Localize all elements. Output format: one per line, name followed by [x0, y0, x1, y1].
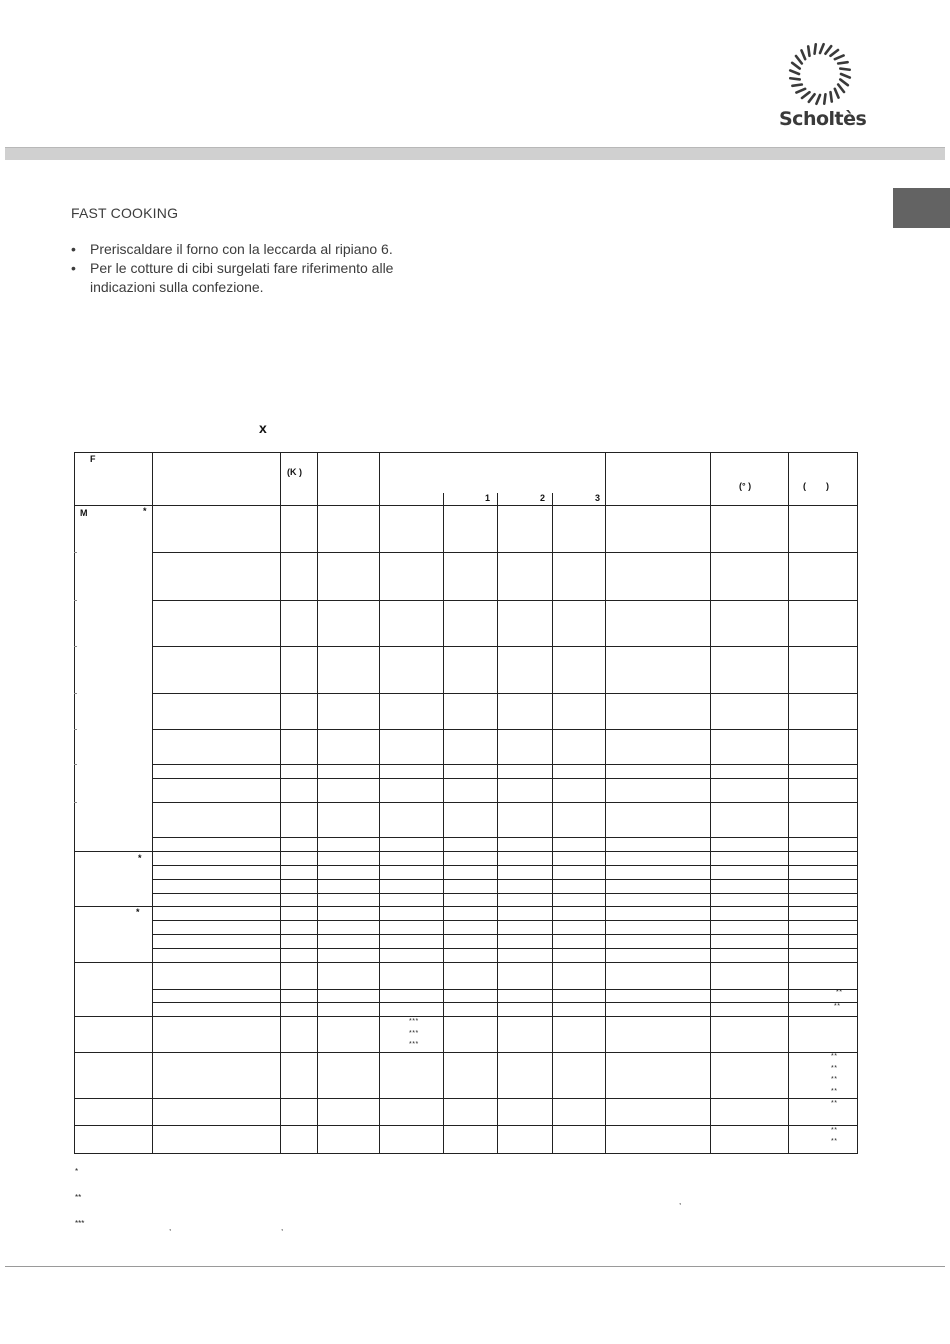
bullet-icon: •: [71, 260, 76, 276]
logo-ray: [790, 78, 799, 79]
footnote-1: *: [75, 1167, 79, 1176]
brand-logo-text: Scholtès: [779, 108, 867, 130]
group-star: *: [138, 853, 142, 863]
logo-ray: [825, 46, 831, 54]
logo-ray: [838, 85, 844, 93]
note-mark: **: [831, 1100, 838, 1107]
group-label: M: [80, 508, 88, 518]
footnote-3: ***: [75, 1219, 85, 1228]
instruction-text: Preriscaldare il forno con la leccarda al ripiano 6.: [90, 241, 393, 257]
table-title: x: [259, 420, 267, 436]
note-mark: **: [831, 1076, 838, 1083]
header-food: F: [90, 454, 96, 464]
footnote-2-comma: ,: [679, 1197, 682, 1206]
logo-ray: [792, 63, 800, 69]
note-mark: **: [831, 1053, 838, 1060]
logo-ray: [815, 44, 816, 53]
section-title: FAST COOKING: [71, 205, 179, 221]
list-item: [71, 259, 451, 297]
note-mark: ***: [409, 1041, 419, 1048]
logo-ray: [840, 69, 849, 70]
group-star: *: [143, 506, 147, 516]
logo-ray: [838, 62, 847, 63]
header-shelf-3: 3: [595, 493, 601, 503]
logo-ray: [792, 85, 801, 86]
note-mark: ***: [409, 1018, 419, 1025]
logo-ray: [796, 89, 805, 93]
logo-ray: [816, 95, 820, 104]
header-shelf-2: 2: [540, 493, 546, 503]
logo-ray: [831, 50, 839, 56]
footnote-2: **: [75, 1193, 82, 1202]
instructions-list: [71, 240, 451, 297]
logo-ray: [801, 50, 805, 59]
logo-ray: [824, 94, 825, 103]
logo-ray: [835, 55, 844, 59]
note-mark: **: [836, 989, 843, 996]
logo-ray: [831, 92, 832, 101]
logo-ray: [809, 94, 815, 102]
list-item: [71, 240, 451, 259]
logo-ray: [835, 89, 839, 98]
note-mark: **: [831, 1088, 838, 1095]
logo-ray: [841, 74, 850, 78]
logo-ray: [808, 46, 809, 55]
logo-ray: [802, 92, 810, 98]
header-bar: [5, 147, 945, 160]
header-weight: (K ): [287, 467, 302, 477]
note-mark: **: [834, 1003, 841, 1010]
table-grid: [74, 452, 858, 1154]
note-mark: **: [831, 1065, 838, 1072]
cooking-table: [74, 452, 858, 1154]
footnote-3-comma: ,: [281, 1223, 284, 1232]
language-tab: [893, 188, 950, 228]
footnote-3-comma: ,: [169, 1223, 172, 1232]
note-mark: ***: [409, 1030, 419, 1037]
header-time: ( ): [803, 481, 829, 491]
logo-ray: [796, 56, 802, 64]
group-star: *: [136, 907, 140, 917]
note-mark: **: [831, 1138, 838, 1145]
logo-ray: [840, 79, 848, 85]
note-mark: **: [831, 1127, 838, 1134]
header-shelf-1: 1: [485, 493, 491, 503]
instruction-text: Per le cotture di cibi surgelati fare riferimento alle indicazioni sulla confezione.: [90, 260, 394, 295]
footer-rule: [5, 1266, 945, 1267]
bullet-icon: •: [71, 241, 76, 257]
logo-ray: [790, 70, 799, 74]
logo-ray: [820, 44, 824, 53]
header-temperature: (° ): [739, 481, 752, 491]
